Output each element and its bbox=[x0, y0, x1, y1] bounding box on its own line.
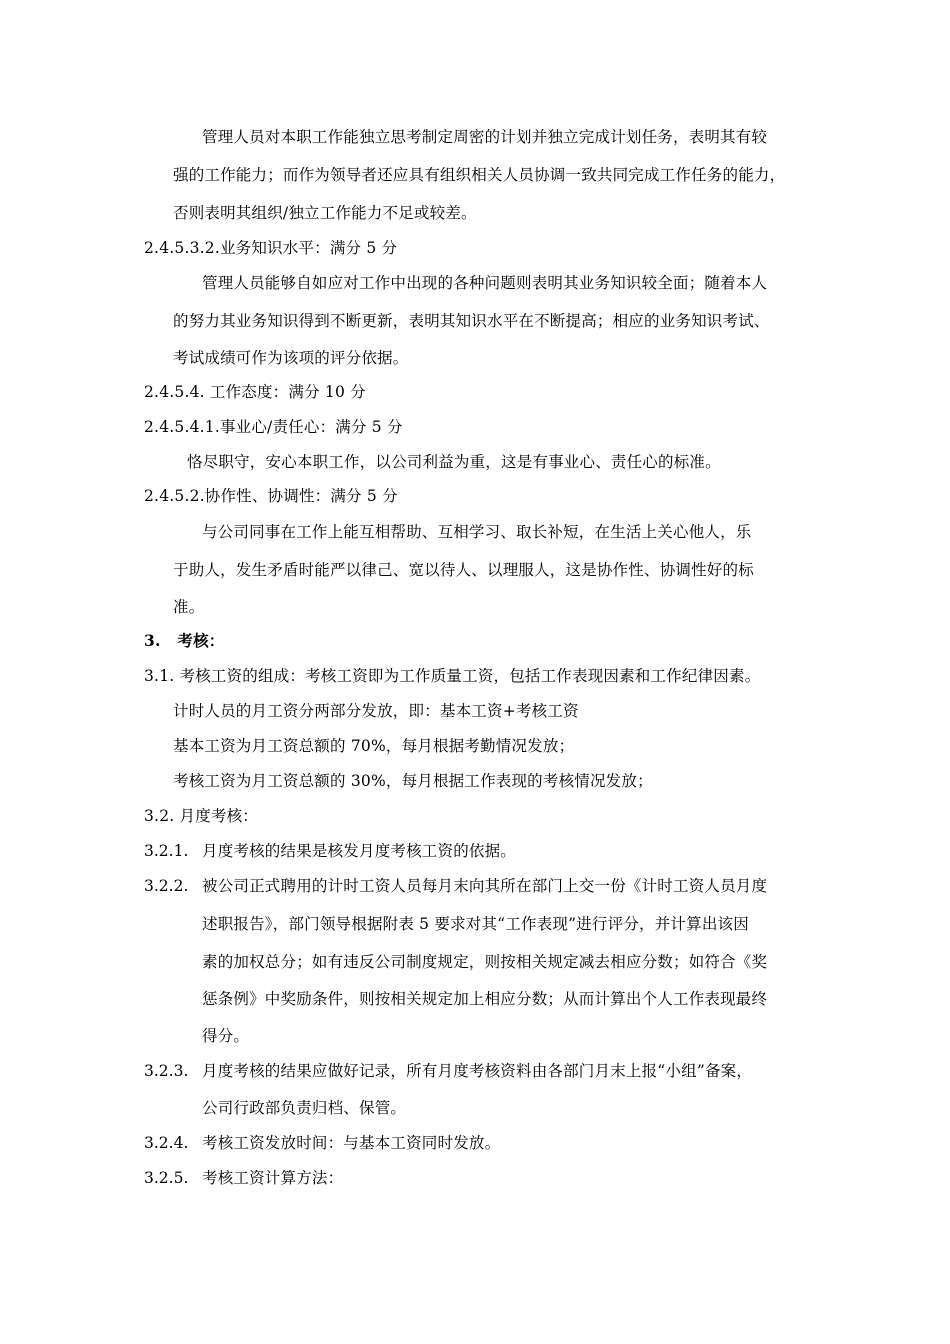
paragraph-line: 管理人员对本职工作能独立思考制定周密的计划并独立完成计划任务，表明其有较 bbox=[202, 128, 768, 146]
paragraph-line: 于助人，发生矛盾时能严以律己、宽以待人、以理服人，这是协作性、协调性好的标 bbox=[173, 561, 754, 579]
section-heading: 3.1. 考核工资的组成：考核工资即为工作质量工资，包括工作表现因素和工作纪律因素。 bbox=[144, 667, 761, 685]
item-line: 得分。 bbox=[202, 1027, 250, 1045]
paragraph-line: 强的工作能力；而作为领导者还应具有组织相关人员协调一致共同完成工作任务的能力， bbox=[173, 166, 786, 184]
item-number: 3.2.5. bbox=[144, 1169, 189, 1187]
item-number: 3.2.4. bbox=[144, 1134, 189, 1152]
item-line: 素的加权总分；如有违反公司制度规定，则按相关规定减去相应分数；如符合《奖 bbox=[202, 953, 768, 971]
item-line: 惩条例》中奖励条件，则按相关规定加上相应分数；从而计算出个人工作表现最终 bbox=[202, 990, 768, 1008]
item-number: 3.2.1. bbox=[144, 842, 189, 860]
item-line: 考核工资发放时间：与基本工资同时发放。 bbox=[202, 1134, 501, 1152]
paragraph-line: 准。 bbox=[173, 598, 205, 616]
section-heading: 2.4.5.3.2.业务知识水平：满分 5 分 bbox=[144, 239, 398, 257]
item-line: 公司行政部负责归档、保管。 bbox=[202, 1099, 407, 1117]
section-heading: 2.4.5.4.1.事业心/责任心：满分 5 分 bbox=[144, 418, 403, 436]
paragraph-line: 管理人员能够自如应对工作中出现的各种问题则表明其业务知识较全面；随着本人 bbox=[202, 274, 768, 292]
paragraph-line: 计时人员的月工资分两部分发放，即：基本工资+考核工资 bbox=[173, 702, 579, 720]
section-heading: 2.4.5.2.协作性、协调性：满分 5 分 bbox=[144, 487, 398, 505]
paragraph-line: 恪尽职守，安心本职工作，以公司利益为重，这是有事业心、责任心的标准。 bbox=[187, 453, 721, 471]
paragraph-line: 考试成绩可作为该项的评分依据。 bbox=[173, 349, 409, 367]
chapter-heading: 3. 考核： bbox=[144, 631, 225, 650]
paragraph-line: 考核工资为月工资总额的 30%，每月根据工作表现的考核情况发放； bbox=[173, 772, 653, 790]
section-heading: 3.2. 月度考核： bbox=[144, 807, 259, 825]
paragraph-line: 的努力其业务知识得到不断更新，表明其知识水平在不断提高；相应的业务知识考试、 bbox=[173, 312, 770, 330]
item-line: 被公司正式聘用的计时工资人员每月末向其所在部门上交一份《计时工资人员月度 bbox=[202, 877, 768, 895]
paragraph-line: 否则表明其组织/独立工作能力不足或较差。 bbox=[173, 204, 477, 222]
item-line: 月度考核的结果应做好记录，所有月度考核资料由各部门月末上报“小组”备案， bbox=[202, 1062, 753, 1080]
section-heading: 2.4.5.4. 工作态度：满分 10 分 bbox=[144, 383, 366, 401]
paragraph-line: 基本工资为月工资总额的 70%，每月根据考勤情况发放； bbox=[173, 737, 575, 755]
item-line: 述职报告》，部门领导根据附表 5 要求对其“工作表现”进行评分，并计算出该因 bbox=[202, 915, 749, 933]
item-number: 3.2.2. bbox=[144, 877, 189, 895]
item-line: 考核工资计算方法： bbox=[202, 1169, 344, 1187]
paragraph-line: 与公司同事在工作上能互相帮助、互相学习、取长补短，在生活上关心他人，乐 bbox=[202, 523, 752, 541]
item-line: 月度考核的结果是核发月度考核工资的依据。 bbox=[202, 842, 517, 860]
item-number: 3.2.3. bbox=[144, 1062, 189, 1080]
